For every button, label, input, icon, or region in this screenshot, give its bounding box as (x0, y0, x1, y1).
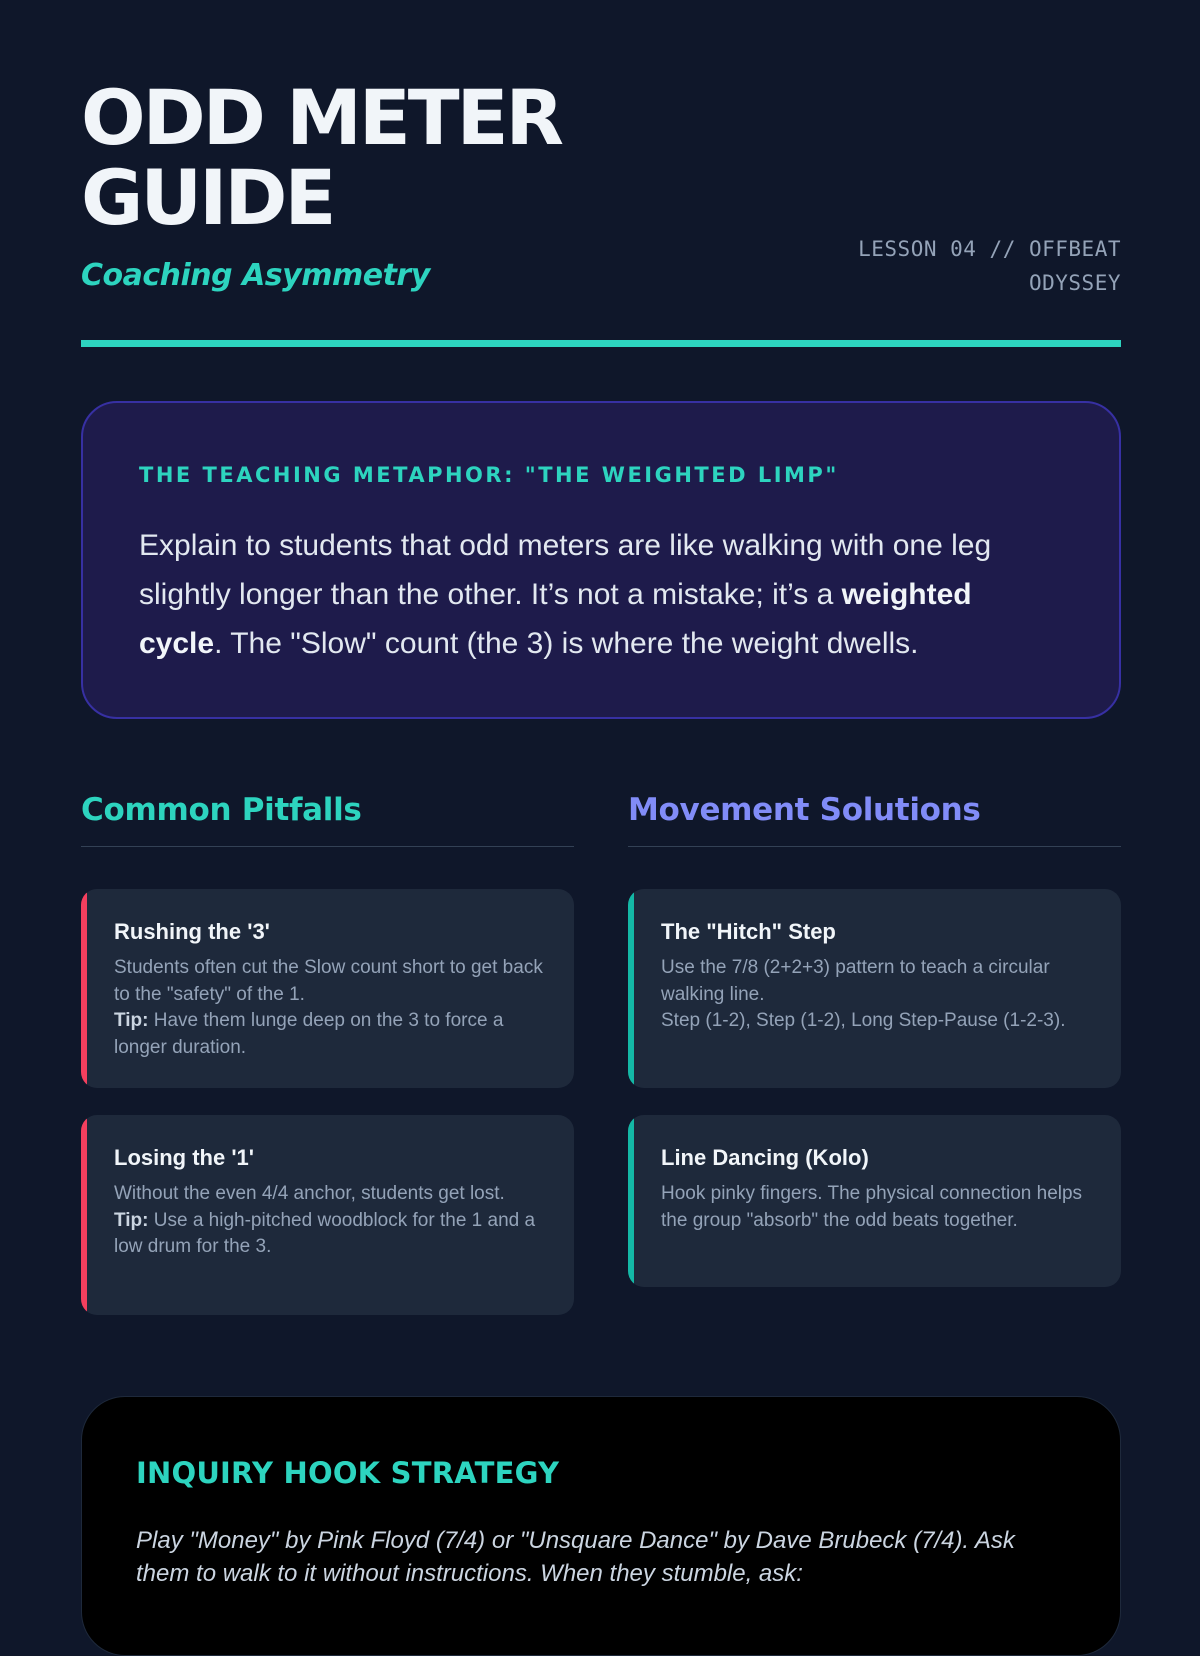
page-subtitle: Coaching Asymmetry (81, 258, 430, 293)
page-title (81, 73, 641, 242)
metaphor-card (81, 401, 1121, 719)
pitfall-tip-text: Use a high-pitched woodblock for the 1 and a low drum for the 3. (114, 1209, 536, 1257)
lesson-label-line-2: ODYSSEY (1028, 271, 1121, 295)
inquiry-card (81, 1396, 1121, 1656)
solution-card-line-dancing (628, 1115, 1121, 1287)
inquiry-text: Play "Money" by Pink Floyd (7/4) or "Unsquare Dance" by Dave Brubeck (7/4). Ask them to walk to it without instructions. When they stumble, ask: (136, 1527, 1015, 1587)
lesson-label (801, 232, 1121, 300)
pitfalls-heading: Common Pitfalls (81, 792, 362, 828)
solution-card-hitch-step (628, 889, 1121, 1088)
pitfalls-divider (81, 846, 574, 847)
pitfalls-column (81, 788, 574, 1257)
pitfall-tip-label: Tip: (114, 1010, 149, 1031)
pitfall-card-text (114, 1181, 544, 1261)
solutions-column (628, 788, 1121, 1231)
solution-description: Hook pinky fingers. The physical connection helps the group "absorb" the odd beats together. (661, 1183, 1083, 1231)
pitfall-tip-text: Have them lunge deep on the 3 to force a longer duration. (114, 1010, 504, 1058)
metaphor-title: THE TEACHING METAPHOR: "THE WEIGHTED LIMP" (139, 463, 839, 487)
page-title-line-1: ODD METER (81, 73, 562, 162)
pitfall-card-losing (81, 1115, 574, 1315)
inquiry-title: INQUIRY HOOK STRATEGY (136, 1456, 560, 1490)
pitfall-card-title: Rushing the '3' (114, 919, 270, 944)
solution-description: Use the 7/8 (2+2+3) pattern to teach a circular walking line. (661, 957, 1050, 1005)
metaphor-text-start: Explain to students that odd meters are like walking with one leg slightly longer than the other. It’s not a mistake; it’s a (139, 529, 992, 611)
solution-card-text (661, 1181, 1091, 1234)
metaphor-text-end: . The "Slow" count (the 3) is where the weight dwells. (214, 627, 919, 660)
solutions-heading: Movement Solutions (628, 792, 981, 828)
metaphor-text (139, 521, 1059, 668)
pitfall-description: Without the even 4/4 anchor, students get lost. (114, 1183, 505, 1204)
solution-card-text (661, 955, 1091, 1035)
pitfall-tip-label: Tip: (114, 1209, 149, 1231)
pitfall-card-title: Losing the '1' (114, 1145, 255, 1170)
pitfall-description: Students often cut the Slow count short to get back to the "safety" of the 1. (114, 957, 543, 1005)
solutions-divider (628, 846, 1121, 847)
page-title-line-2: GUIDE (81, 153, 334, 242)
header-divider (81, 340, 1121, 347)
solution-card-title: The "Hitch" Step (661, 919, 836, 944)
lesson-label-line-1: LESSON 04 // OFFBEAT (858, 237, 1121, 261)
metaphor-text-emphasis: weighted cycle (139, 578, 972, 660)
pitfall-card-rushing (81, 889, 574, 1088)
solution-card-title: Line Dancing (Kolo) (661, 1145, 869, 1170)
pitfall-card-text (114, 955, 544, 1061)
solution-step-pattern: Step (1-2), Step (1-2), Long Step-Pause (1-2-3). (661, 1010, 1066, 1031)
lesson-page (81, 0, 1121, 1600)
